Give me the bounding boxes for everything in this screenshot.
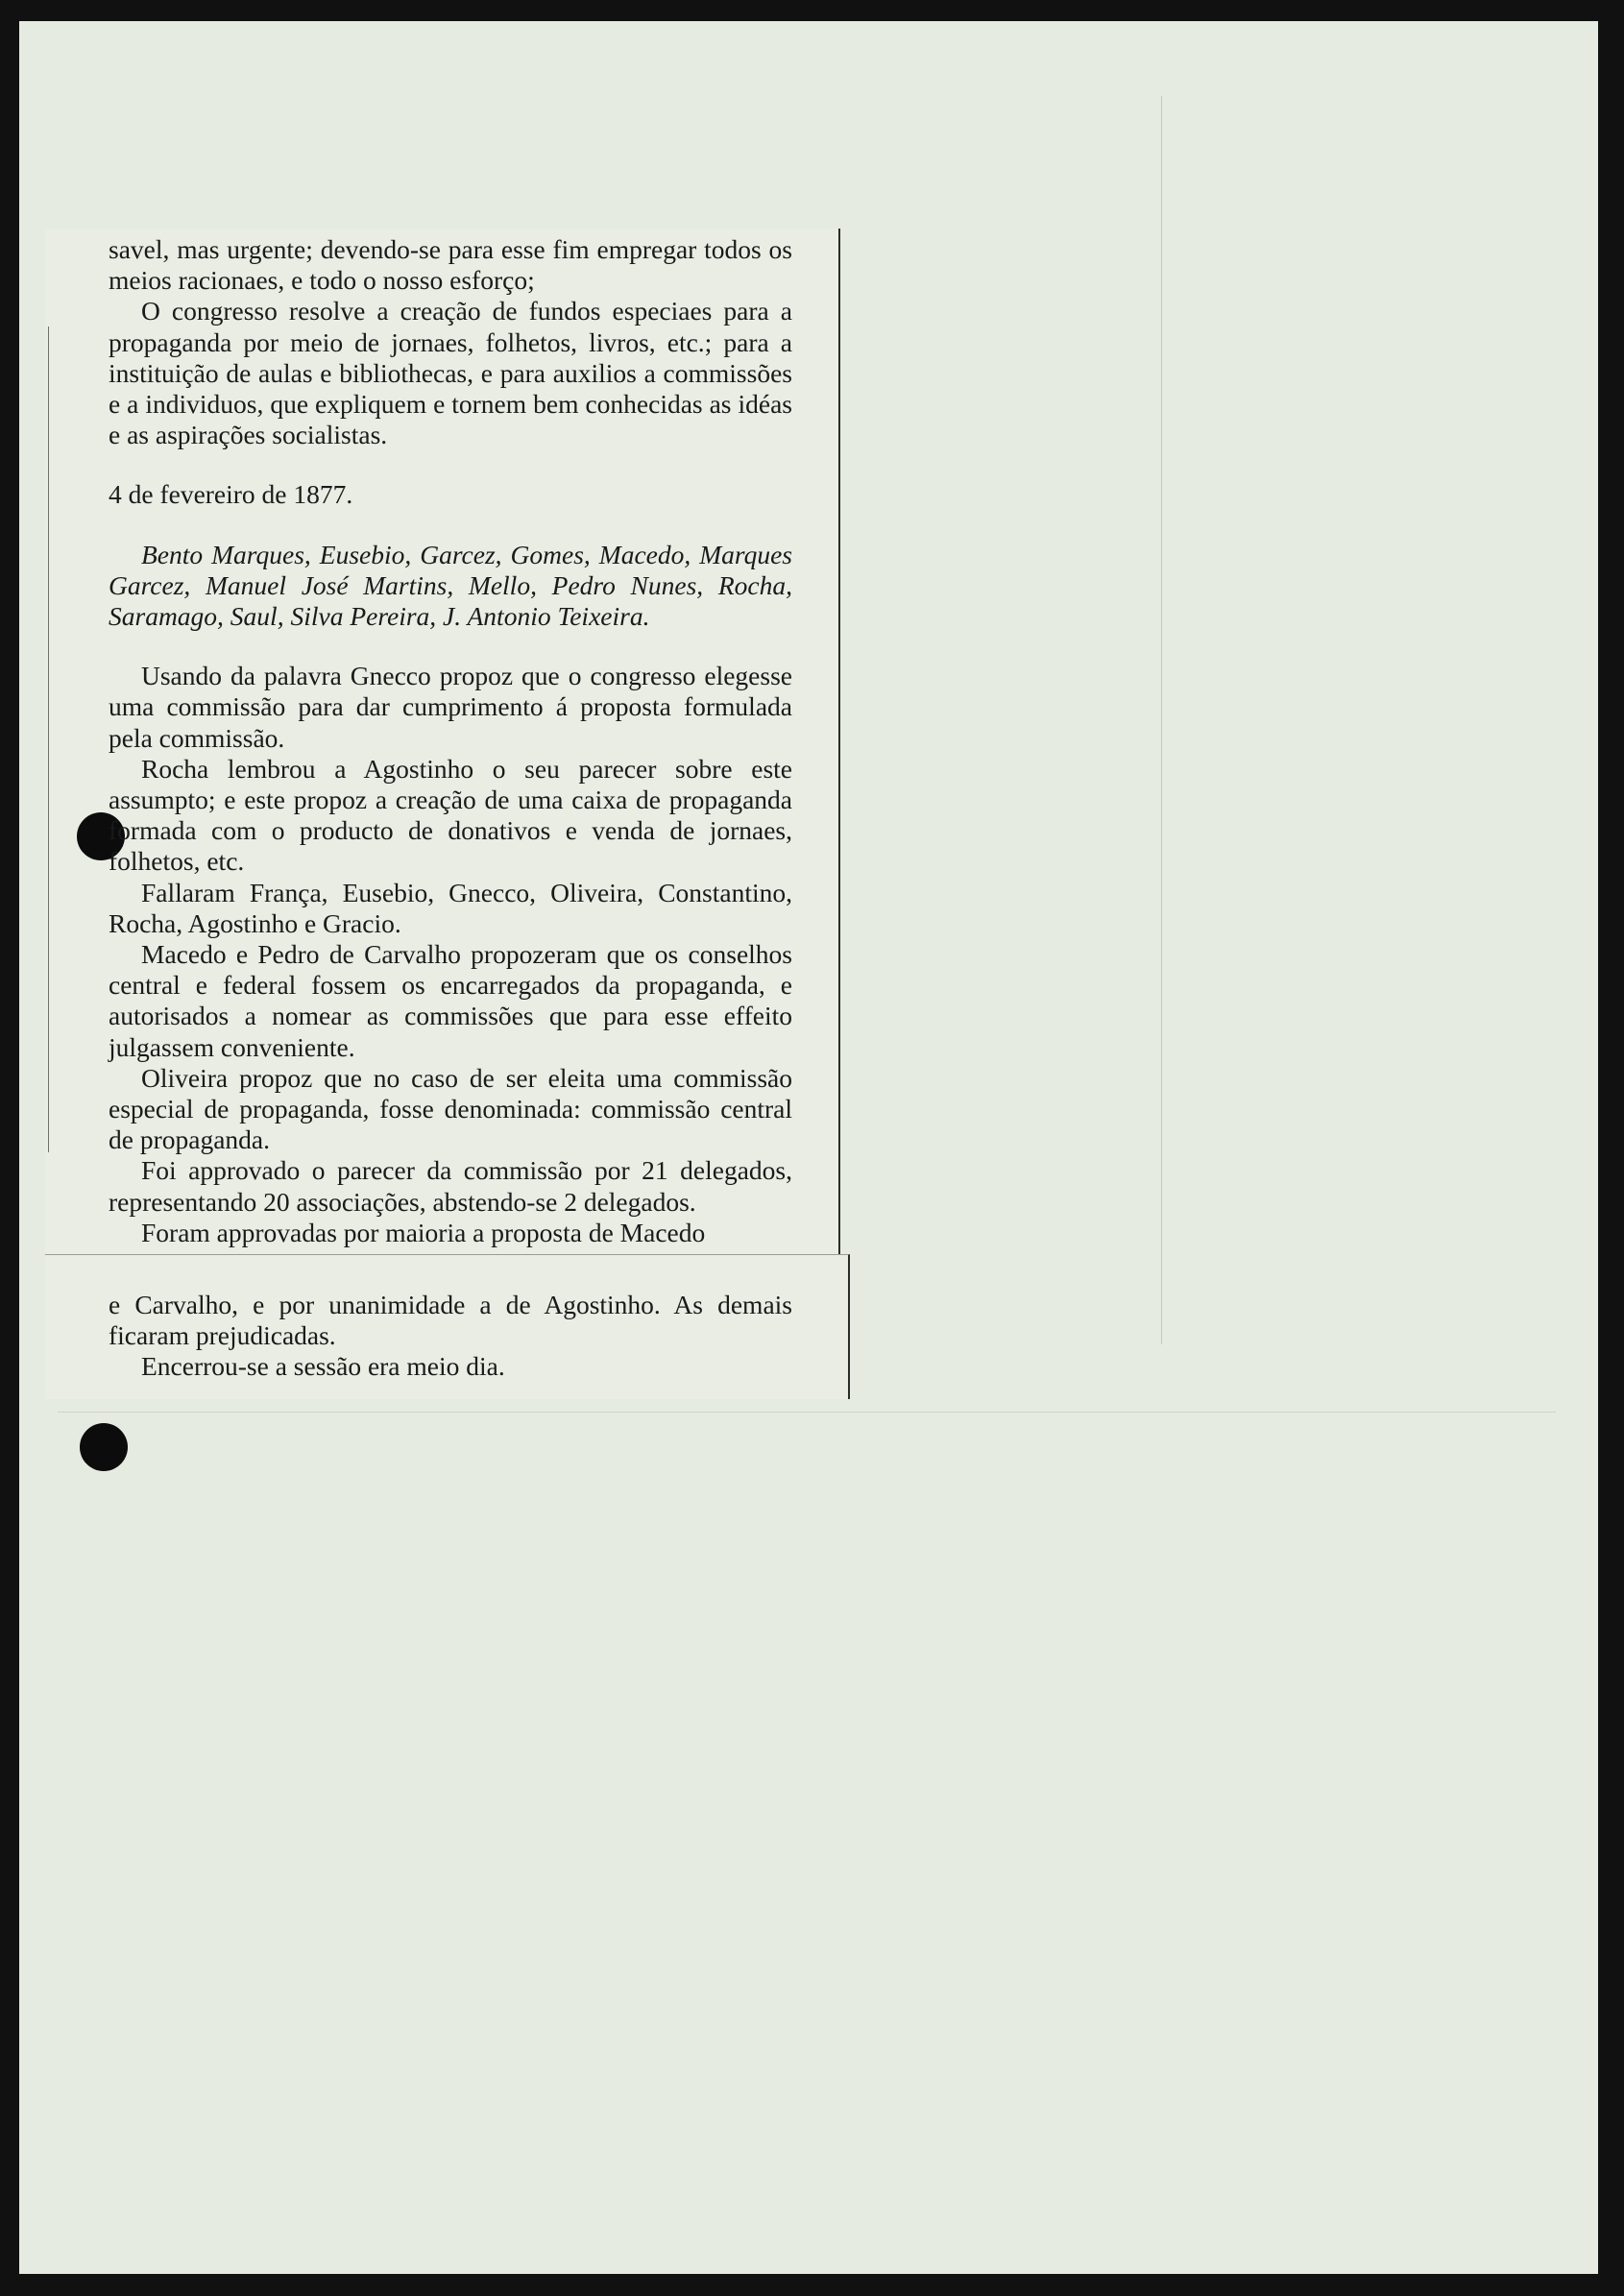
paragraph-macedo: Macedo e Pedro de Carvalho propozeram que os conselhos central e federal fossem os encarregados da propaganda, e autorisados a nomear as commissões que para esse effeito julgassem conveniente. <box>109 939 792 1062</box>
clipping-text-continuation <box>109 1290 792 1383</box>
paragraph-closing: Encerrou-se a sessão era meio dia. <box>141 1351 505 1382</box>
paper-fold <box>58 1412 1556 1413</box>
paragraph-oliveira: Oliveira propoz que no caso de ser eleita uma commissão especial de propaganda, fosse denominada: commissão central de propaganda. <box>109 1062 792 1155</box>
signatories: Bento Marques, Eusebio, Garcez, Gomes, Macedo, Marques Garcez, Manuel José Martins, Mello, Pedro Nunes, Rocha, Saramago, Saul, Silva Pereira, J. Antonio Teixeira. <box>109 539 792 632</box>
dateline: 4 de fevereiro de 1877. <box>109 479 353 510</box>
paragraph-resolution: O congresso resolve a creação de fundos especiaes para a propaganda por meio de jornaes, folhetos, livros, etc.; para a instituição de aulas e bibliothecas, e para auxilios a commissões e a individuos, que expliquem e tornem bem conhecidas as idéas e as aspirações socialistas. <box>109 296 792 450</box>
paragraph-rocha: Rocha lembrou a Agostinho o seu parecer sobre este assumpto; e este propoz a creação de uma caixa de propaganda formada com o producto de donativos e venda de jornaes, folhetos, etc. <box>109 753 792 877</box>
punch-hole-bottom <box>80 1423 128 1471</box>
clipping-left-edge <box>48 326 49 1152</box>
paragraph-approval-end: e Carvalho, e por unanimidade a de Agostinho. As demais ficaram prejudicadas. <box>109 1290 792 1351</box>
paragraph-approval-start: Foram approvadas por maioria a proposta de Macedo <box>141 1217 706 1247</box>
paragraph-speakers: Fallaram França, Eusebio, Gnecco, Oliveira, Constantino, Rocha, Agostinho e Gracio. <box>109 877 792 938</box>
paragraph-continuation: savel, mas urgente; devendo-se para esse fim empregar todos os meios racionaes, e todo o nosso esforço; <box>109 234 792 296</box>
paragraph-vote: Foi approvado o parecer da commissão por 21 delegados, representando 20 associações, abstendo-se 2 delegados. <box>109 1155 792 1217</box>
paper-crease <box>1161 96 1162 1344</box>
paragraph-gnecco: Usando da palavra Gnecco propoz que o congresso elegesse uma commissão para dar cumprimento á proposta formulada pela commissão. <box>109 661 792 753</box>
clipping-text-main <box>109 234 792 1248</box>
